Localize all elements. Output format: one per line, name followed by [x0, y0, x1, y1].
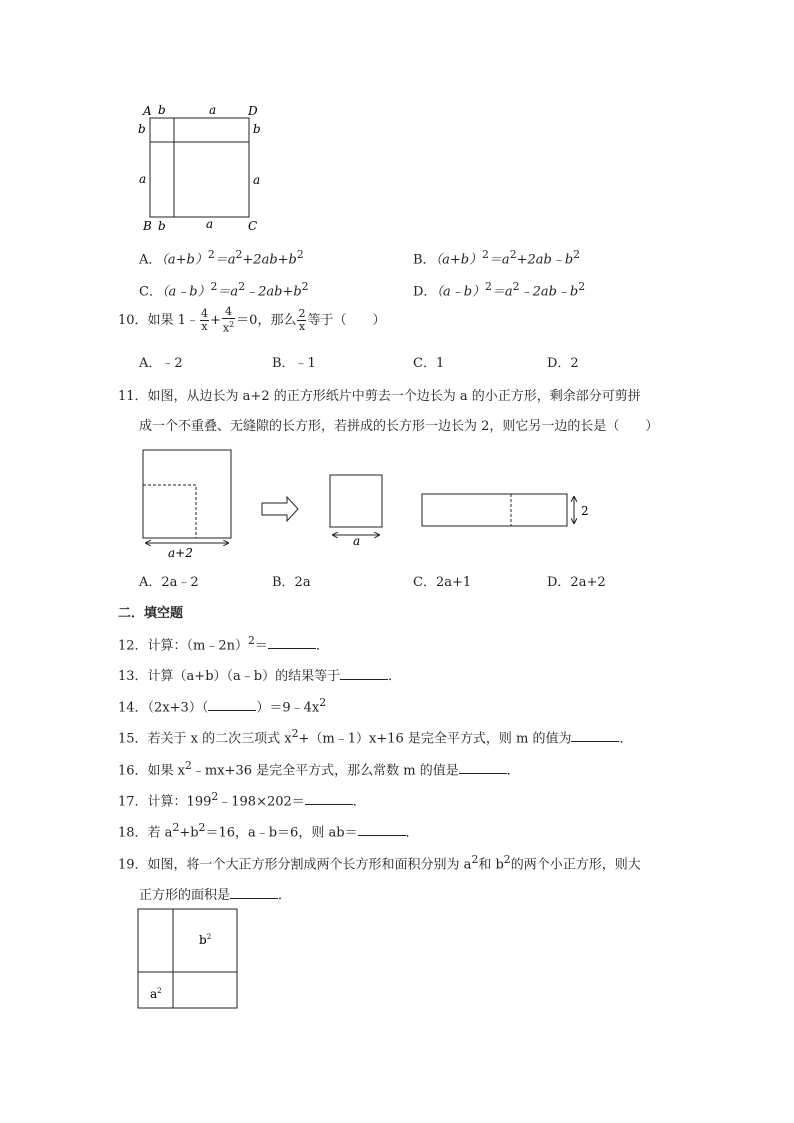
- q11-big-label: a+2: [168, 546, 193, 560]
- question-11-line2: 成一个不重叠、无缝隙的长方形，若拼成的长方形一边长为 2，则它另一边的长是（ ）: [139, 419, 659, 434]
- q16-answer-blank[interactable]: [459, 761, 507, 774]
- question-18: 18．若 $a^2+b^2=16$，a﹣b＝6，则 ab＝ ．: [118, 821, 419, 841]
- question-10: 10．如果 1﹣ $\frac{4}{x}$ + $\frac{4}{x^2}$ ＝0，那么 $\frac{2}{x}$ 等于（ ）: [118, 305, 386, 335]
- q9-label-right-a: a: [253, 173, 261, 187]
- q11-big-square: [143, 450, 231, 538]
- q10-fraction-1: $\frac{4}{x}$: [200, 306, 208, 333]
- q10-option-c: C．1: [413, 356, 445, 371]
- question-14: 14．（2x+3）（ ）$=9﹣4x^2$: [118, 696, 327, 716]
- question-16: 16．如果 $x^2﹣mx+36$ 是完全平方式，那么常数 m 的值是 ．: [118, 759, 520, 779]
- q15-answer-blank[interactable]: [571, 729, 619, 742]
- question-17: 17．计算：$199^2﹣198\times 202=$ ．: [118, 790, 366, 810]
- q9-label-left-b: b: [138, 122, 146, 136]
- q9-option-d: D．$(a﹣b)^2=a^2﹣2ab﹣b^2$: [413, 280, 586, 300]
- q11-dashed-small-square: [143, 485, 196, 538]
- q17-answer-blank[interactable]: [305, 792, 353, 805]
- q12-answer-blank[interactable]: [268, 636, 316, 649]
- q11-small-square: [330, 475, 382, 527]
- question-15: 15．若关于 x 的二次三项式 $x^2+(m﹣1)x+16$ 是完全平方式，则 m 的值为 ．: [118, 727, 633, 747]
- question-12: 12．计算：（m﹣2n）$^2$＝ ．: [118, 634, 329, 654]
- q9-label-C: C: [248, 219, 258, 233]
- q19-a2-label: $a^2$: [150, 987, 162, 1001]
- question-13: 13．计算（a+b）（a﹣b）的结果等于 ．: [118, 669, 402, 684]
- q9-label-top-b: b: [158, 103, 166, 117]
- question-11-line1: 11．如图，从边长为 a+2 的正方形纸片中剪去一个边长为 a 的小正方形，剩余部分可剪拼: [118, 389, 641, 404]
- q9-label-top-a: a: [209, 103, 217, 117]
- q9-label-A: A: [143, 104, 152, 118]
- q11-option-b: B．2a: [272, 575, 311, 590]
- question-19-line2: 正方形的面积是 ．: [139, 888, 292, 903]
- section-2-title: 二．填空题: [118, 606, 184, 621]
- q10-fraction-3: $\frac{2}{x}$: [298, 306, 306, 333]
- q11-option-c: C．2a+1: [413, 575, 472, 590]
- q10-fraction-2: $\frac{4}{x^2}$: [222, 305, 235, 335]
- q9-label-B: B: [143, 219, 152, 233]
- q10-option-a: A．﹣2: [139, 356, 183, 371]
- question-19-line1: 19．如图，将一个大正方形分割成两个长方形和面积分别为 $a^2$和 $b^2$的两个小正方形，则大: [118, 853, 641, 873]
- q9-label-right-b: b: [253, 122, 261, 136]
- q9-outer-square: [150, 118, 249, 217]
- q9-label-left-a: a: [139, 172, 147, 186]
- q9-option-a: A．$(a+b)^2=a^2+2ab+b^2$: [139, 248, 304, 268]
- q9-option-b: B．$(a+b)^2=a^2+2ab﹣b^2$: [413, 248, 581, 268]
- q11-small-label: a: [353, 534, 361, 548]
- q11-option-d: D．2a+2: [547, 575, 606, 590]
- q9-option-c: C．$(a﹣b)^2=a^2﹣2ab+b^2$: [139, 280, 309, 300]
- q13-answer-blank[interactable]: [340, 667, 388, 680]
- q10-option-b: B．﹣1: [272, 356, 316, 371]
- q10-option-d: D．2: [547, 356, 579, 371]
- q11-option-a: A．2a﹣2: [139, 575, 199, 590]
- q9-label-bottom-a: a: [206, 217, 214, 231]
- q19-answer-blank[interactable]: [230, 886, 278, 899]
- q11-result-rectangle: [422, 494, 567, 526]
- q14-answer-blank[interactable]: [208, 698, 256, 711]
- q11-rect-label: 2: [581, 504, 589, 518]
- q18-answer-blank[interactable]: [358, 823, 406, 836]
- q19-b2-label: $b^2$: [199, 933, 212, 947]
- q9-label-D: D: [248, 104, 258, 118]
- q11-transform-arrow-icon: [262, 497, 298, 521]
- q9-label-bottom-b: b: [158, 219, 166, 233]
- q19-figure: [137, 907, 241, 1011]
- q9-figure: [130, 100, 270, 235]
- q11-figure: [135, 445, 595, 565]
